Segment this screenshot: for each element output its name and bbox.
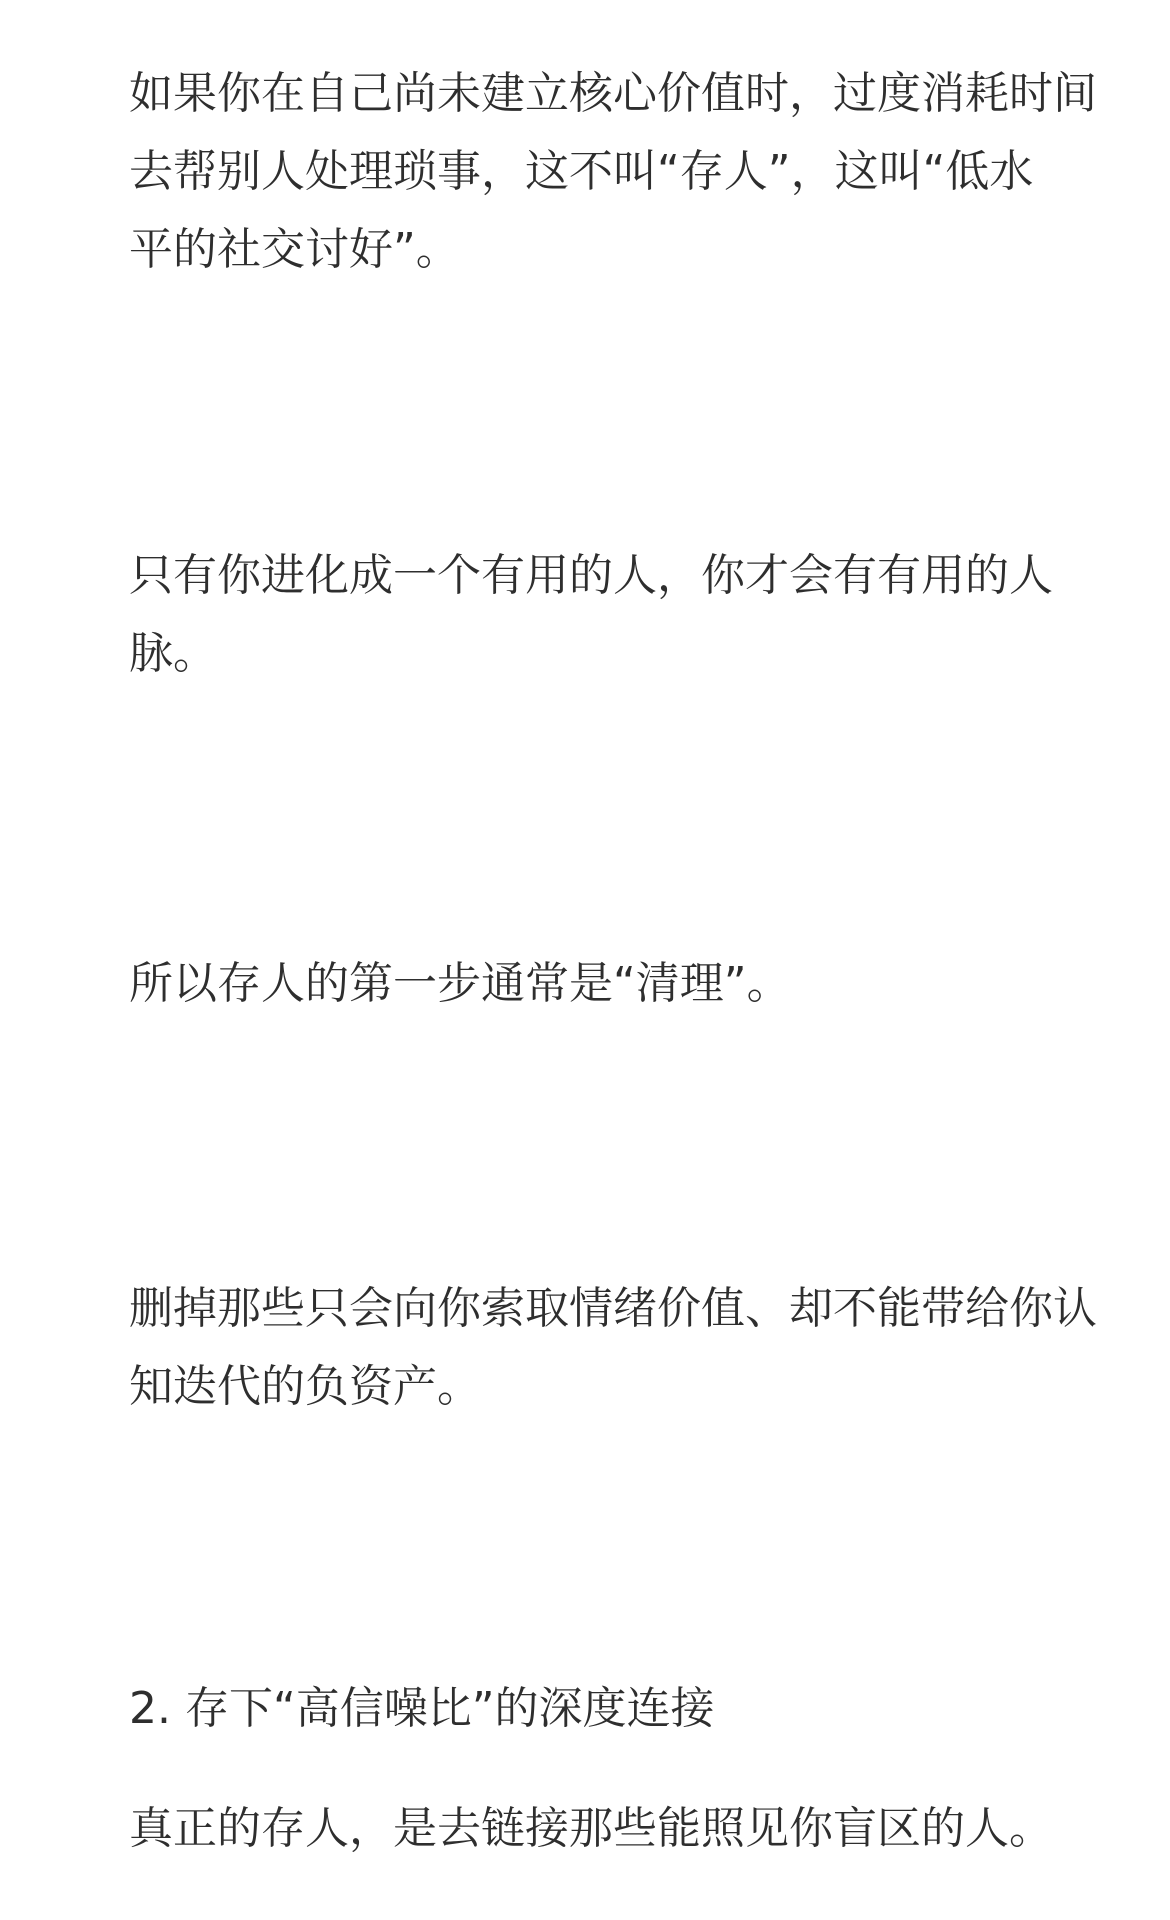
- text-line: 知迭代的负资产。: [129, 1361, 481, 1412]
- text-line: 平的社交讨好”。: [129, 224, 460, 275]
- text-line: 删掉那些只会向你索取情绪价值、却不能带给你认: [129, 1283, 1097, 1334]
- text-line: 2. 存下“高信噪比”的深度连接: [129, 1683, 715, 1734]
- article-paragraph: [129, 55, 1097, 289]
- text-line: 脉。: [129, 628, 217, 679]
- article-paragraph: [129, 1790, 1053, 1868]
- text-line: 只有你进化成一个有用的人，你才会有有用的人: [129, 550, 1053, 601]
- article-paragraph: [129, 537, 1053, 693]
- text-line: 去帮别人处理琐事，这不叫“存人”，这叫“低水: [129, 146, 1034, 197]
- text-line: 如果你在自己尚未建立核心价值时，过度消耗时间: [129, 68, 1097, 119]
- article-paragraph: [129, 1270, 1097, 1426]
- text-line: 真正的存人，是去链接那些能照见你盲区的人。: [129, 1803, 1053, 1854]
- article-paragraph: [129, 945, 791, 1023]
- text-line: 所以存人的第一步通常是“清理”。: [129, 958, 791, 1009]
- article-section-heading: [129, 1670, 715, 1748]
